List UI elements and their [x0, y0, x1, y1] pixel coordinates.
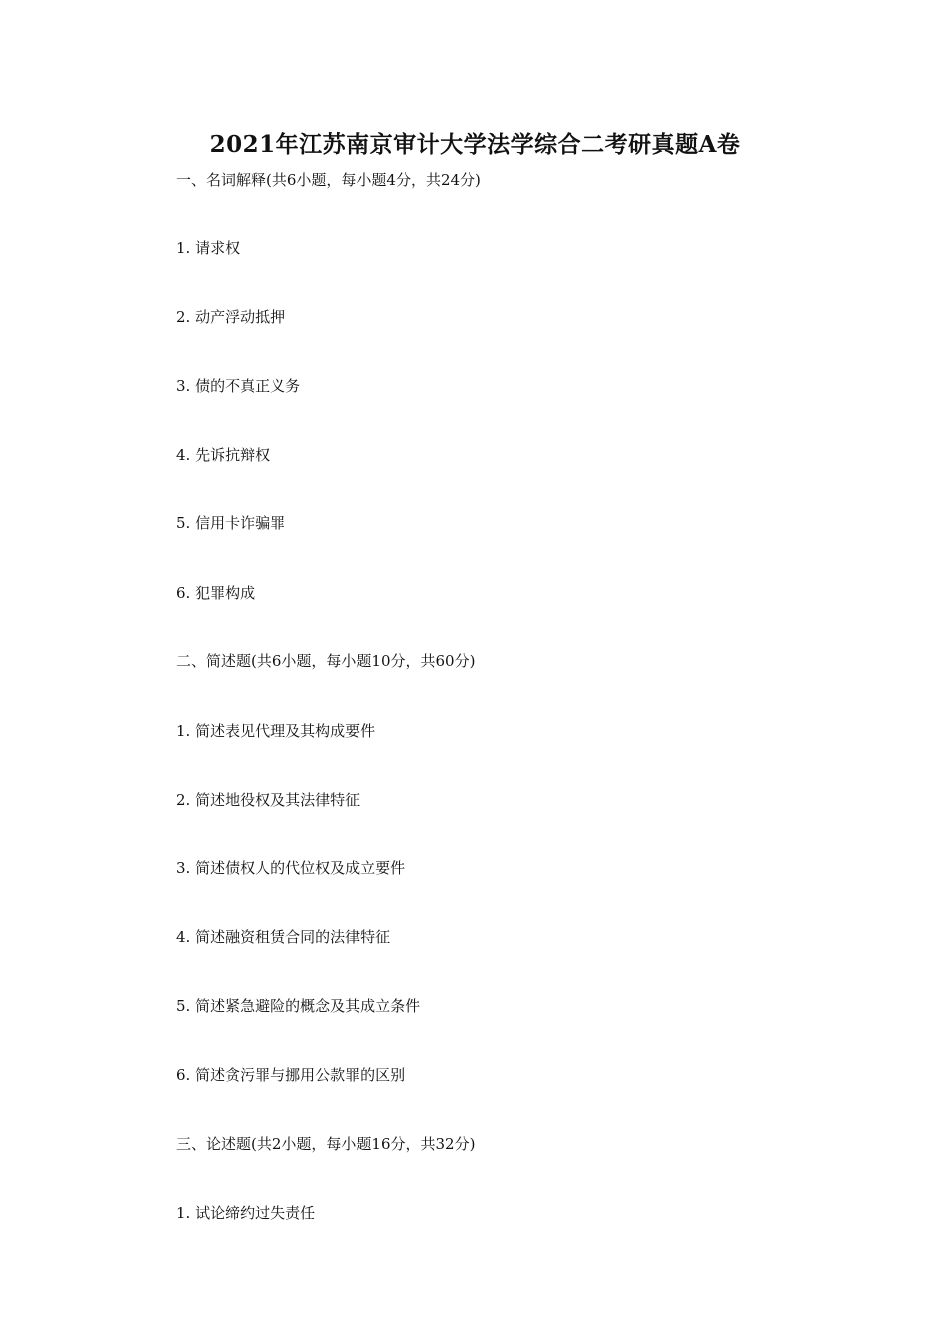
section-heading-2: 二、简述题(共6小题，每小题10分，共60分): [176, 652, 476, 670]
question-item: 1. 请求权: [176, 239, 241, 257]
question-item: 5. 信用卡诈骗罪: [176, 514, 286, 532]
document-title: 2021年江苏南京审计大学法学综合二考研真题A卷: [209, 131, 741, 158]
section-heading-1: 一、名词解释(共6小题，每小题4分，共24分): [176, 171, 481, 189]
question-item: 3. 债的不真正义务: [176, 377, 301, 395]
question-item: 3. 简述债权人的代位权及成立要件: [176, 859, 406, 877]
question-item: 5. 简述紧急避险的概念及其成立条件: [176, 997, 421, 1015]
question-item: 6. 简述贪污罪与挪用公款罪的区别: [176, 1066, 406, 1084]
question-item: 2. 动产浮动抵押: [176, 308, 286, 326]
question-item: 4. 先诉抗辩权: [176, 446, 271, 464]
section-heading-3: 三、论述题(共2小题，每小题16分，共32分): [176, 1135, 476, 1153]
question-item: 1. 简述表见代理及其构成要件: [176, 722, 376, 740]
question-item: 4. 简述融资租赁合同的法律特征: [176, 928, 391, 946]
question-item: 1. 试论缔约过失责任: [176, 1204, 316, 1222]
question-item: 2. 简述地役权及其法律特征: [176, 791, 361, 809]
question-item: 6. 犯罪构成: [176, 584, 256, 602]
